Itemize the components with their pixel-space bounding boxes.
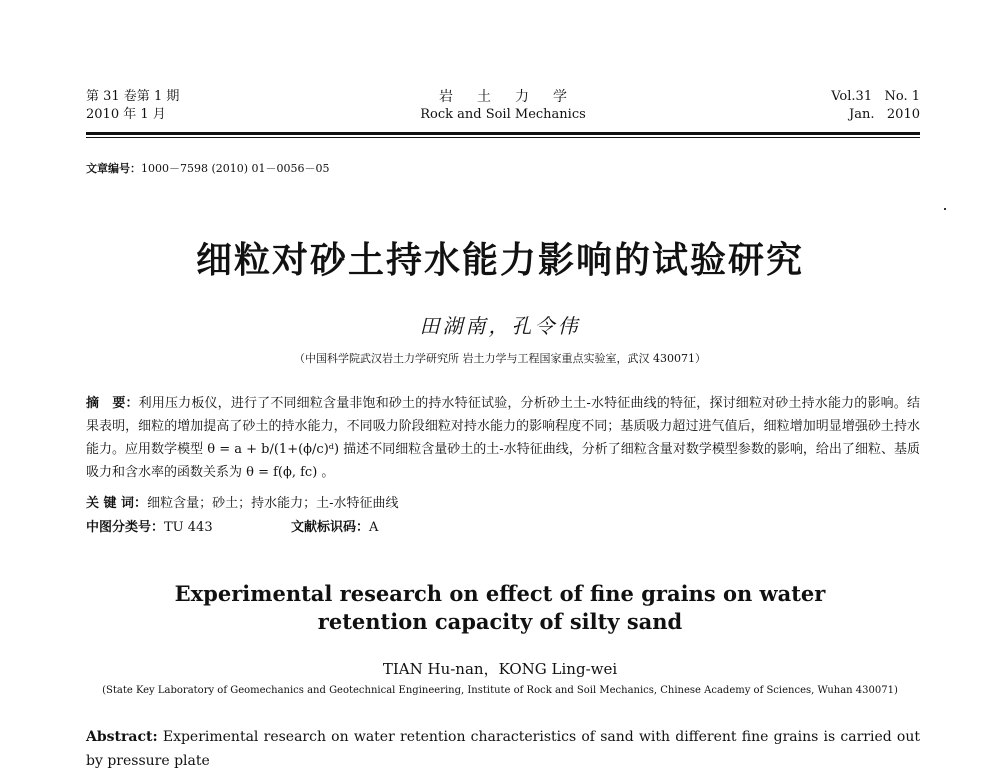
clc-label: 中图分类号：: [86, 520, 165, 535]
title-en-line1: Experimental research on effect of fine grains on water: [174, 581, 826, 606]
journal-name-en: Rock and Soil Mechanics: [420, 107, 586, 122]
document-code: [291, 518, 378, 538]
volume-cn: 第 31 卷第 1 期: [86, 89, 180, 104]
article-number-label: 文章编号：: [86, 162, 141, 175]
document-code-label: 文献标识码：: [291, 520, 370, 535]
affiliation-cn: （中国科学院武汉岩土力学研究所 岩土力学与工程国家重点实验室，武汉 430071）: [294, 352, 706, 365]
document-code-value: A: [369, 520, 379, 535]
keywords-cn-label: 关 键 词：: [86, 496, 148, 511]
date-cn: 2010 年 1 月: [86, 107, 166, 122]
affiliation-en: (State Key Laboratory of Geomechanics and Geotechnical Engineering, Institute of Rock and Soil Mechanics, Chinese Academy of Sciences, Wuhan 430071): [102, 685, 898, 696]
running-header: [86, 88, 920, 128]
clc-value: TU 443: [164, 520, 213, 535]
article-number: [86, 160, 330, 176]
title-en-line2: retention capacity of silty sand: [317, 609, 683, 634]
title-en: [0, 580, 1000, 636]
title-cn: 细粒对砂土持水能力影响的试验研究: [195, 240, 804, 281]
abstract-cn-label: 摘 要：: [86, 396, 139, 411]
abstract-cn: [86, 392, 920, 484]
header-rule-thick: [86, 132, 920, 135]
volume-en: Vol.31 No. 1: [831, 89, 920, 104]
article-number-value: 1000－7598 (2010) 01－0056－05: [141, 162, 330, 175]
journal-name-cn: 岩土力学: [439, 89, 591, 105]
scan-speck: [944, 208, 946, 210]
abstract-en-label: Abstract:: [86, 729, 158, 745]
keywords-cn-text: 细粒含量；砂土；持水能力；土-水特征曲线: [147, 496, 399, 511]
header-right: [831, 88, 920, 124]
keywords-cn: [86, 494, 920, 514]
abstract-en: [86, 725, 920, 773]
classification-cn: [86, 518, 920, 538]
header-rule-thin: [86, 137, 920, 138]
header-center: [86, 88, 920, 124]
authors-en: TIAN Hu-nan，KONG Ling-wei: [382, 660, 618, 678]
abstract-cn-text: 利用压力板仪，进行了不同细粒含量非饱和砂土的持水特征试验，分析砂土土-水特征曲线的特征，探讨细粒对砂土持水能力的影响。结果表明，细粒的增加提高了砂土的持水能力，不同吸力阶段细粒对持水能力的影响程度不同；基质吸力超过进气值后，细粒增加明显增强砂土持水能力。应用数学模型 θ = a + b/(1+(ϕ/c)ᵈ) 描述不同细粒含量砂土的土-水特征曲线，分析了细粒含量对数学模型参数的影响，给出了细粒、基质吸力和含水率的函数关系为 θ = f(ϕ, fc) 。: [86, 396, 920, 480]
authors-cn: 田湖南，孔令伟: [419, 314, 581, 338]
date-en: Jan. 2010: [849, 107, 920, 122]
abstract-en-text: Experimental research on water retention characteristics of sand with different fine grains is carried out by pressure plate: [86, 729, 921, 769]
